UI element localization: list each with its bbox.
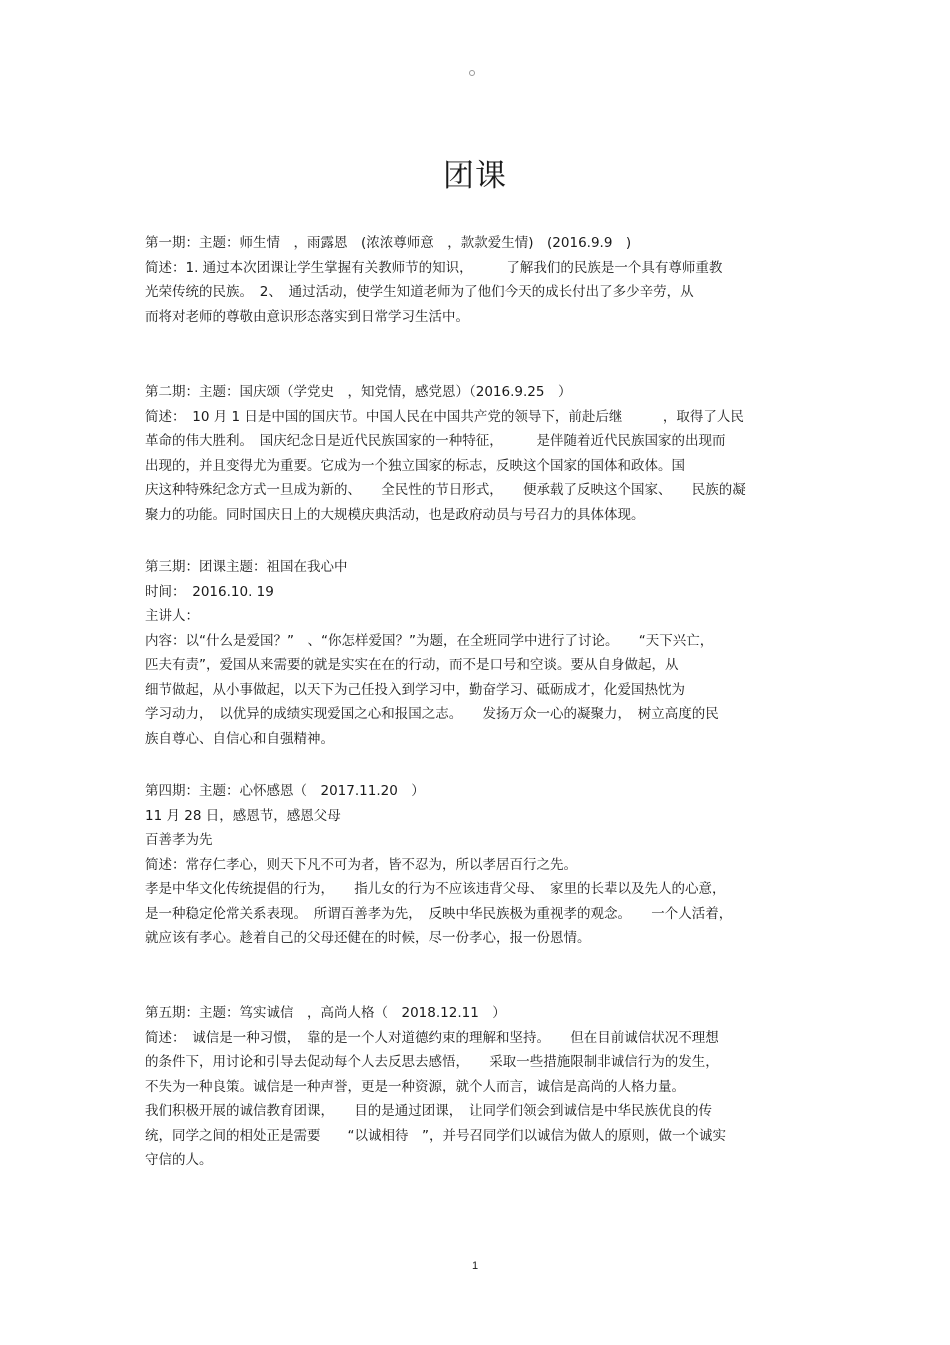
text-line: 时间： 2016.10. 19 [145, 583, 274, 600]
page-number: 1 [471, 1260, 479, 1272]
text-line: 11 月 28 日，感恩节，感恩父母 [145, 807, 341, 824]
text-line: 就应该有孝心。趁着自己的父母还健在的时候，尽一份孝心，报一份恩情。 [145, 930, 591, 946]
section-issue-1 [145, 231, 810, 329]
header-mark [469, 70, 475, 76]
text-line: 简述： 诚信是一种习惯， 靠的是一个人对道德约束的理解和坚持。 但在目前诚信状况不理想 [145, 1029, 719, 1046]
text-line: 聚力的功能。同时国庆日上的大规模庆典活动，也是政府动员与号召力的具体体现。 [145, 506, 645, 523]
text-line: 光荣传统的民族。 2、 通过活动，使学生知道老师为了他们今天的成长付出了多少辛劳，从 [145, 284, 694, 300]
text-line: 简述： 10 月 1 日是中国的国庆节。中国人民在中国共产党的领导下，前赴后继 ，取得了人民 [145, 408, 744, 425]
text-line: 百善孝为先 [145, 832, 213, 848]
text-line: 匹夫有责”，爱国从来需要的就是实实在在的行动，而不是口号和空谈。要从自身做起，从 [145, 657, 679, 673]
text-line: 简述：1. 通过本次团课让学生掌握有关教师节的知识， 了解我们的民族是一个具有尊师重教 [145, 259, 723, 276]
section-issue-4 [145, 779, 810, 951]
text-line: 学习动力， 以优异的成绩实现爱国之心和报国之志。 发扬万众一心的凝聚力， 树立高度的民 [145, 706, 719, 722]
text-line: 我们积极开展的诚信教育团课， 目的是通过团课， 让同学们领会到诚信是中华民族优良的传 [145, 1103, 712, 1119]
text-line: 而将对老师的尊敬由意识形态落实到日常学习生活中。 [145, 308, 469, 325]
text-line: 族自尊心、自信心和自强精神。 [145, 730, 334, 747]
text-line: 细节做起，从小事做起，以天下为己任投入到学习中，勤奋学习、砥砺成才，化爱国热忱为 [145, 681, 685, 698]
text-line: 简述：常存仁孝心，则天下凡不可为者，皆不忍为，所以孝居百行之先。 [145, 856, 577, 873]
text-line: 出现的，并且变得尤为重要。它成为一个独立国家的标志，反映这个国家的国体和政体。国 [145, 457, 685, 474]
text-line: 第一期：主题：师生情 ，雨露恩 (浓浓尊师意 ，款款爱生情) (2016.9.9 ) [145, 235, 632, 251]
text-line: 不失为一种良策。诚信是一种声誉，更是一种资源，就个人而言，诚信是高尚的人格力量。 [145, 1078, 685, 1095]
text-line: 第二期：主题：国庆颂（学党史 ，知党情，感党恩）（2016.9.25 ） [145, 384, 572, 400]
text-line: 是一种稳定伦常关系表现。 所谓百善孝为先， 反映中华民族极为重视孝的观念。 一个人活着， [145, 905, 733, 922]
text-line: 守信的人。 [145, 1152, 213, 1168]
text-line: 第四期：主题：心怀感恩（ 2017.11.20 ） [145, 783, 425, 799]
section-issue-5 [145, 1001, 810, 1173]
document-title: 团课 [443, 158, 507, 194]
text-line: 孝是中华文化传统提倡的行为， 指儿女的行为不应该违背父母、 家里的长辈以及先人的心意， [145, 881, 726, 897]
text-line: 革命的伟大胜利。 国庆纪念日是近代民族国家的一种特征， 是伴随着近代民族国家的出现而 [145, 433, 726, 449]
text-line: 第三期：团课主题：祖国在我心中 [145, 559, 348, 575]
text-line: 的条件下，用讨论和引导去促动每个人去反思去感悟， 采取一些措施限制非诚信行为的发生， [145, 1054, 719, 1070]
text-line: 第五期：主题：笃实诚信 ，高尚人格（ 2018.12.11 ） [145, 1005, 506, 1021]
section-issue-2 [145, 380, 810, 527]
text-line: 内容：以“什么是爱国？” 、“你怎样爱国？”为题，在全班同学中进行了讨论。 “天下兴亡， [145, 632, 714, 649]
text-line: 主讲人： [145, 608, 199, 624]
section-issue-3 [145, 555, 810, 751]
text-line: 庆这种特殊纪念方式一旦成为新的、 全民性的节日形式， 便承载了反映这个国家、 民族的凝 [145, 482, 746, 498]
text-line: 统，同学之间的相处正是需要 “以诚相待 ”，并号召同学们以诚信为做人的原则，做一个诚实 [145, 1127, 726, 1144]
